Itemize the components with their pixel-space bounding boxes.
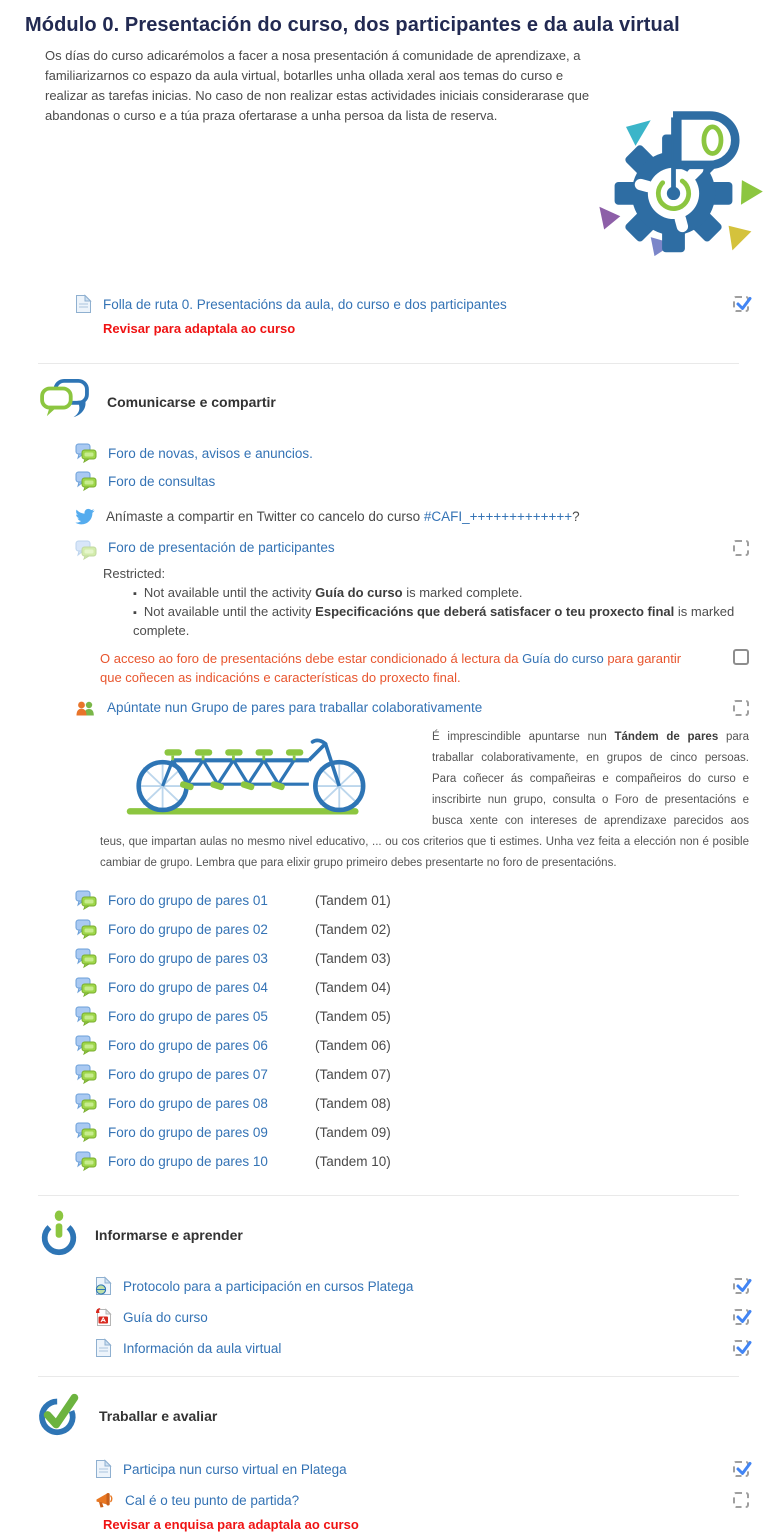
page-icon — [75, 294, 92, 314]
guia-do-curso-link[interactable]: Guía do curso — [123, 1309, 208, 1325]
section-divider — [38, 1376, 739, 1377]
section-inform — [38, 1209, 777, 1260]
completion-checkbox-checked[interactable] — [733, 296, 749, 312]
activity-row-enquisa — [95, 1491, 749, 1509]
participa-curso-link[interactable]: Participa nun curso virtual en Platega — [123, 1461, 347, 1477]
completion-checkbox-empty[interactable] — [733, 1492, 749, 1508]
forum-row — [75, 890, 777, 910]
activity-row-grupo-pares — [75, 700, 749, 717]
activity-row-foro-consultas — [75, 471, 749, 491]
forum-icon — [75, 1151, 97, 1171]
tandem-tag: (Tandem 07) — [315, 1066, 391, 1082]
megaphone-icon — [95, 1491, 114, 1509]
orange-note-row — [100, 649, 749, 687]
section-work-title: Traballar e avaliar — [99, 1407, 218, 1424]
speech-bubbles-icon — [38, 378, 92, 425]
forum-icon — [75, 977, 97, 997]
forum-row — [75, 1006, 777, 1026]
group-forum-link[interactable]: Foro do grupo de pares 02 — [108, 921, 268, 937]
forum-icon — [75, 1035, 97, 1055]
completion-checkbox-empty[interactable] — [733, 700, 749, 716]
forum-row — [75, 1151, 777, 1171]
tandem-tag: (Tandem 06) — [315, 1037, 391, 1053]
forum-icon — [75, 1093, 97, 1113]
tandem-tag: (Tandem 03) — [315, 950, 391, 966]
restricted-label: Restricted: — [103, 566, 166, 581]
group-forums-list — [0, 890, 777, 1171]
section-work — [38, 1390, 777, 1441]
completion-checkbox-empty[interactable] — [733, 540, 749, 556]
completion-checkbox-checked[interactable] — [733, 1309, 749, 1325]
group-forum-link[interactable]: Foro do grupo de pares 01 — [108, 892, 268, 908]
teacher-note-orange: O acceso ao foro de presentacións debe estar condicionado á lectura da Guía do curso para garantir que coñecen as indicacións e características do proxecto final. — [100, 651, 682, 685]
foro-novas-link[interactable]: Foro de novas, avisos e anuncios. — [108, 445, 313, 461]
page-icon — [95, 1338, 112, 1358]
teacher-note-red: Revisar para adaptala ao curso — [103, 321, 296, 336]
tandem-tag: (Tandem 05) — [315, 1008, 391, 1024]
group-choice-icon — [75, 700, 96, 717]
grupo-pares-link[interactable]: Apúntate nun Grupo de pares para traballar colaborativamente — [107, 700, 483, 715]
teacher-note-red: Revisar a enquisa para adaptala ao curso — [103, 1517, 359, 1532]
forum-row — [75, 1064, 777, 1084]
tandem-tag: (Tandem 08) — [315, 1095, 391, 1111]
tandem-tag: (Tandem 04) — [315, 979, 391, 995]
tandem-bicycle-image — [100, 729, 400, 821]
section-inform-title: Informarse e aprender — [95, 1226, 243, 1243]
restriction-item: ▪ Not available until the activity Especificacións que deberá satisfacer o teu proxecto final is marked complete. — [133, 603, 777, 640]
check-circle-icon — [38, 1390, 84, 1441]
group-forum-link[interactable]: Foro do grupo de pares 08 — [108, 1095, 268, 1111]
activity-row-folla-de-ruta — [75, 294, 749, 314]
forum-icon — [75, 1122, 97, 1142]
group-forum-link[interactable]: Foro do grupo de pares 05 — [108, 1008, 268, 1024]
punto-de-partida-link[interactable]: Cal é o teu punto de partida? — [125, 1492, 300, 1508]
forum-icon-faded — [75, 540, 97, 560]
foro-consultas-link[interactable]: Foro de consultas — [108, 473, 216, 489]
group-forum-link[interactable]: Foro do grupo de pares 03 — [108, 950, 268, 966]
section-communicate — [38, 378, 777, 425]
section-divider — [38, 363, 739, 364]
completion-checkbox-checked[interactable] — [733, 1340, 749, 1356]
activity-row-participa — [95, 1459, 749, 1479]
forum-row — [75, 919, 777, 939]
foro-presentacion-link[interactable]: Foro de presentación de participantes — [108, 540, 335, 555]
twitter-label: Anímaste a compartir en Twitter co cancelo do curso #CAFI_+++++++++++++? — [106, 509, 580, 524]
activity-row-twitter — [75, 508, 749, 525]
info-power-icon — [38, 1209, 80, 1260]
completion-checkbox-checked[interactable] — [733, 1278, 749, 1294]
forum-row — [75, 1035, 777, 1055]
activity-row-foro-novas — [75, 443, 749, 463]
forum-icon — [75, 443, 97, 463]
restriction-item: ▪ Not available until the activity Guía do curso is marked complete. — [133, 584, 777, 603]
module-logo — [597, 106, 769, 258]
tandem-paragraph: É imprescindible apuntarse nun Tándem de pares para traballar colaborativamente, en grupos de cinco persoas. Para coñecer ás compañeiras e compañeiros do curso e inscribirte nun grupo, consulta o Foro de presentacións e busca xente con intereses de aprendizaxe parecidos aos teus, que impartan aulas no mesmo nivel educativo, ... ou cos criterios que ti estimes. Unha vez feita a elección non é posible cambiar de grupo. Lembra que para elixir grupo primeiro debes presentarte no foro de presentacións. — [100, 731, 749, 869]
tandem-tag: (Tandem 02) — [315, 921, 391, 937]
group-forum-link[interactable]: Foro do grupo de pares 07 — [108, 1066, 268, 1082]
twitter-hashtag-link[interactable]: #CAFI_+++++++++++++ — [423, 509, 573, 524]
protocolo-link[interactable]: Protocolo para a participación en cursos Platega — [123, 1278, 414, 1294]
forum-icon — [75, 919, 97, 939]
section-communicate-title: Comunicarse e compartir — [107, 393, 276, 410]
tandem-description — [100, 727, 749, 874]
group-forum-link[interactable]: Foro do grupo de pares 04 — [108, 979, 268, 995]
page-title: Módulo 0. Presentación do curso, dos participantes e da aula virtual — [25, 14, 680, 36]
twitter-icon — [75, 508, 95, 525]
forum-icon — [75, 948, 97, 968]
activity-row-guia — [95, 1307, 749, 1327]
manual-checkbox-empty[interactable] — [733, 649, 749, 665]
forum-icon — [75, 1006, 97, 1026]
forum-row — [75, 1093, 777, 1113]
guia-do-curso-inline-link[interactable]: Guía do curso — [522, 651, 604, 666]
activity-row-informacion — [95, 1338, 749, 1358]
pdf-icon — [95, 1307, 112, 1327]
forum-icon — [75, 1064, 97, 1084]
activity-row-foro-presentacion — [75, 540, 749, 560]
group-forum-link[interactable]: Foro do grupo de pares 06 — [108, 1037, 268, 1053]
intro-paragraph: Os días do curso adicarémolos a facer a nosa presentación á comunidade de aprendizaxe, a familiarizarnos co espazo da aula virtual, botarlles unha ollada xeral aos temas do curso e realizar as tarefas inicias. No caso de non realizar estas actividades iniciais considerarase que abandonas o curso e a túa praza ofertarase a unha persoa da lista de reserva. — [45, 48, 590, 123]
forum-icon — [75, 471, 97, 491]
course-page — [0, 14, 777, 1532]
completion-checkbox-checked[interactable] — [733, 1461, 749, 1477]
activity-row-protocolo — [95, 1276, 749, 1296]
page-icon — [95, 1459, 112, 1479]
forum-row — [75, 948, 777, 968]
restriction-info — [103, 565, 777, 640]
folla-de-ruta-link[interactable]: Folla de ruta 0. Presentacións da aula, do curso e dos participantes — [103, 296, 507, 312]
section-divider — [38, 1195, 739, 1196]
tandem-tag: (Tandem 10) — [315, 1153, 391, 1169]
tandem-tag: (Tandem 09) — [315, 1124, 391, 1140]
forum-row — [75, 1122, 777, 1142]
forum-row — [75, 977, 777, 997]
group-forum-link[interactable]: Foro do grupo de pares 09 — [108, 1124, 268, 1140]
group-forum-link[interactable]: Foro do grupo de pares 10 — [108, 1153, 268, 1169]
tandem-tag: (Tandem 01) — [315, 892, 391, 908]
forum-icon — [75, 890, 97, 910]
url-icon — [95, 1276, 112, 1296]
gear-flag-logo-icon — [597, 106, 769, 258]
informacion-aula-link[interactable]: Información da aula virtual — [123, 1340, 282, 1356]
